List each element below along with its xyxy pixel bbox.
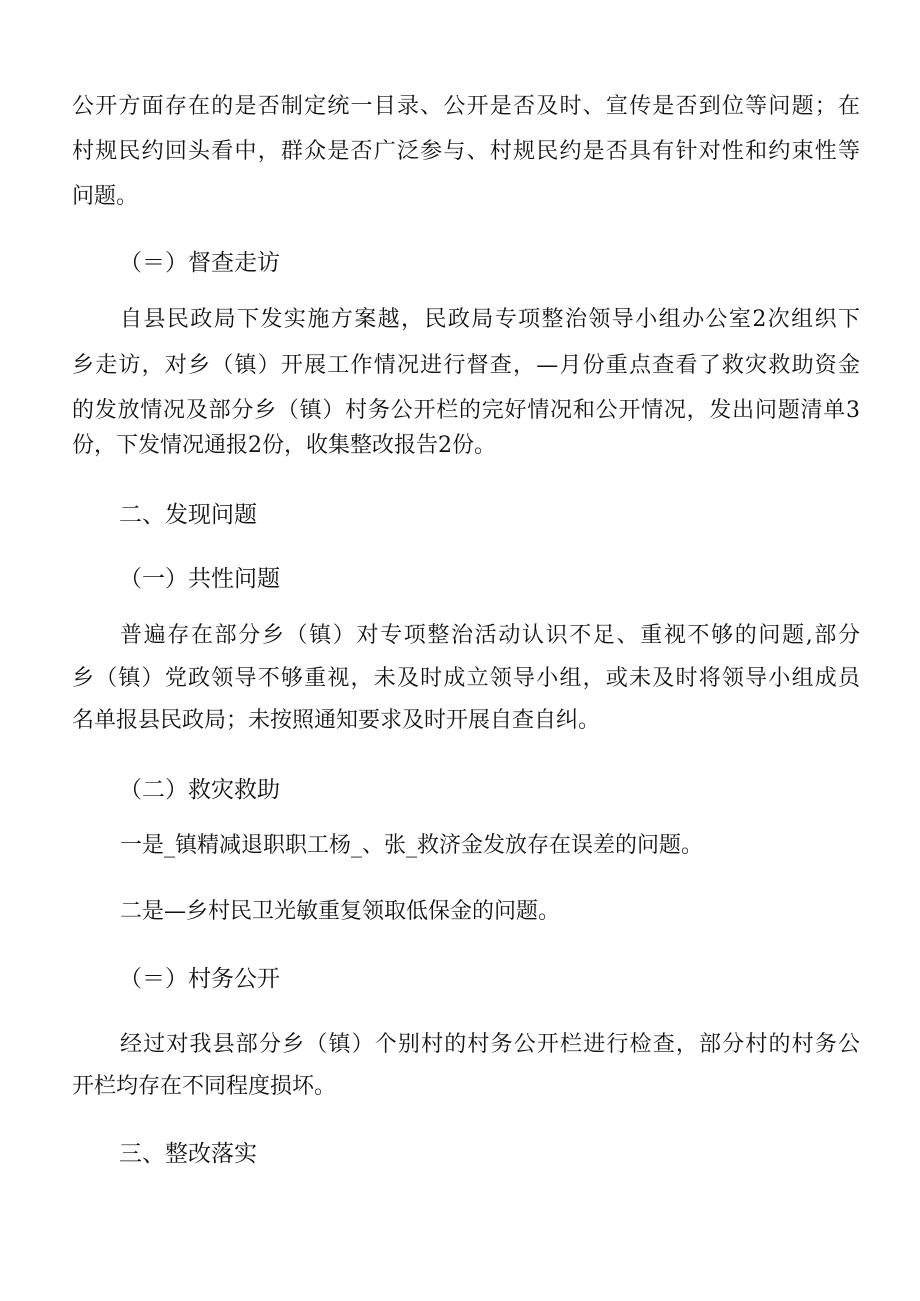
paragraph-line: 乡（镇）党政领导不够重视，未及时成立领导小组，或未及时将领导小组成员 xyxy=(72,666,860,691)
paragraph-line: 经过对我县部分乡（镇）个别村的村务公开栏进行检查，部分村的村务公 xyxy=(120,1032,860,1057)
paragraph-line: 村规民约回头看中，群众是否广泛参与、村规民约是否具有针对性和约束性等 xyxy=(72,139,860,164)
section-heading-rectify: 三、整改落实 xyxy=(119,1141,257,1167)
paragraph-line: 份，下发情况通报2份，收集整改报告2份。 xyxy=(72,433,496,458)
subsection-heading-common: （一）共性问题 xyxy=(119,566,280,592)
subsection-heading-village: （＝）村务公开 xyxy=(119,966,280,992)
section-heading-problems: 二、发现问题 xyxy=(119,502,257,528)
paragraph-line: 普遍存在部分乡（镇）对专项整治活动认识不足、重视不够的问题,部分 xyxy=(120,623,860,648)
paragraph-line: 开栏均存在不同程度损坏。 xyxy=(72,1074,337,1099)
paragraph-line: 问题。 xyxy=(72,184,139,209)
subsection-heading-relief: （二）救灾救助 xyxy=(119,777,280,803)
paragraph-line: 自县民政局下发实施方案越，民政局专项整治领导小组办公室2次组织下 xyxy=(120,307,860,332)
paragraph-line: 乡走访，对乡（镇）开展工作情况进行督查，—月份重点查看了救灾救助资金 xyxy=(72,353,860,378)
paragraph-line: 的发放情况及部分乡（镇）村务公开栏的完好情况和公开情况，发出问题清单3 xyxy=(72,398,860,423)
paragraph-line: 公开方面存在的是否制定统一目录、公开是否及时、宣传是否到位等问题；在 xyxy=(72,94,860,119)
paragraph-line: 二是—乡村民卫光敏重复领取低保金的问题。 xyxy=(120,899,561,924)
section-heading-supervision: （＝）督查走访 xyxy=(119,250,280,276)
paragraph-line: 名单报县民政局；未按照通知要求及时开展自查自纠。 xyxy=(72,708,601,733)
paragraph-line: 一是_镇精减退职职工杨_、张_救济金发放存在误差的问题。 xyxy=(120,833,704,858)
